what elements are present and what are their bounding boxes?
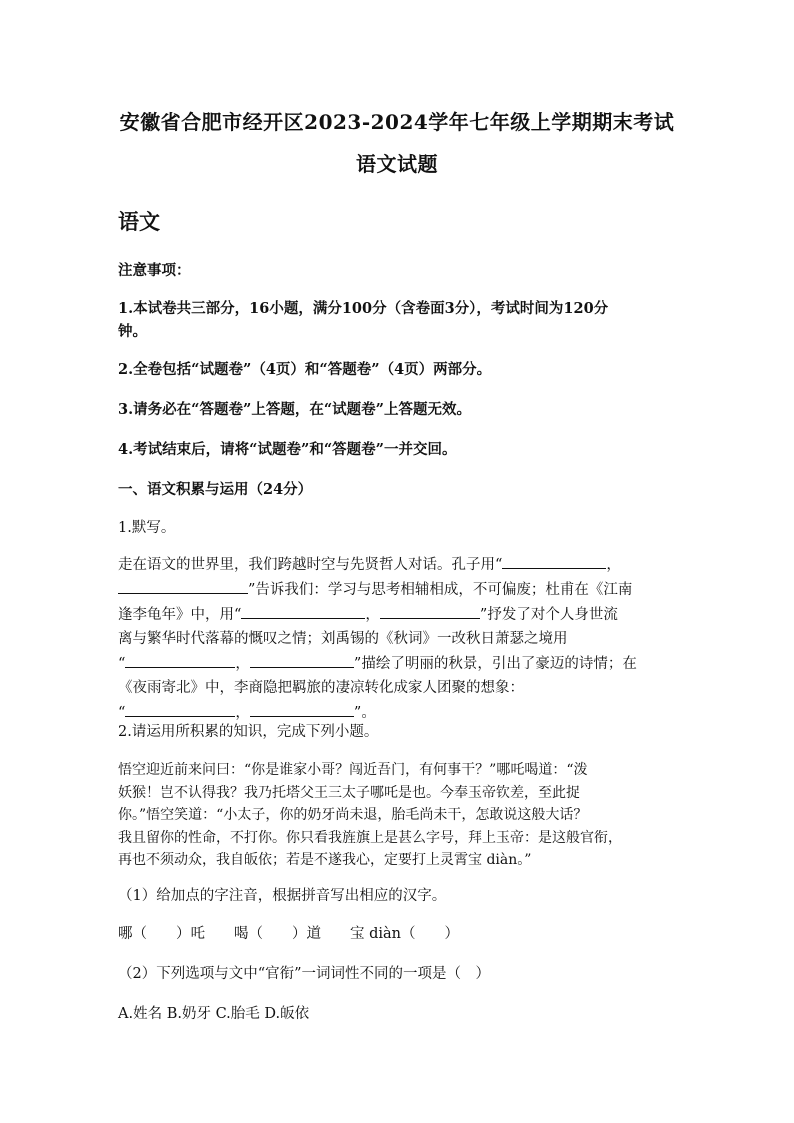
exam-title-line2: 语文试题	[356, 152, 438, 176]
answer-blank[interactable]	[118, 577, 248, 594]
q2-sub1: （1）给加点的字注音，根据拼音写出相应的汉字。	[118, 888, 447, 904]
q1-text: ，	[365, 607, 380, 623]
answer-blank[interactable]	[241, 602, 365, 619]
quote-line: 再也不须动众，我自皈依；若是不遂我心，定要打上灵霄宝 diàn。”	[118, 852, 532, 868]
answer-blank[interactable]	[502, 552, 606, 569]
q1-text: ，	[606, 557, 621, 573]
q1-text: ，	[235, 656, 250, 672]
answer-blank[interactable]	[250, 700, 354, 717]
q1-text: ”抒发了对个人身世流	[479, 607, 618, 623]
notes-item-4: 4.考试结束后，请将“试题卷”和“答题卷”一并交回。	[118, 441, 457, 458]
q2-sub2-options: A.姓名 B.奶牙 C.胎毛 D.皈依	[118, 1006, 310, 1022]
part1-heading: 一、语文积累与运用（24分）	[118, 481, 313, 498]
q1-text: 《夜雨寄北》中，李商隐把羁旅的凄凉转化成家人团聚的想象：	[118, 680, 524, 696]
q1-text: “	[118, 705, 126, 721]
notes-heading: 注意事项：	[118, 262, 191, 279]
quote-line: 你。”悟空笑道：“小太子，你的奶牙尚未退，胎毛尚未干，怎敢说这般大话？	[118, 807, 588, 823]
q1-text: ，	[235, 705, 250, 721]
notes-item-2: 2.全卷包括“试题卷”（4页）和“答题卷”（4页）两部分。	[118, 361, 492, 378]
q1-passage	[118, 552, 678, 725]
exam-title-line1: 安徽省合肥市经开区2023-2024学年七年级上学期期末考试	[119, 110, 675, 134]
notes-item-1a: 1.本试卷共三部分，16小题，满分100分（含卷面3分），考试时间为120分	[118, 300, 609, 317]
q1-text: 走在语文的世界里，我们跨越时空与先贤哲人对话。孔子用“	[118, 557, 503, 573]
answer-blank[interactable]	[125, 651, 235, 668]
q2-quote	[118, 759, 678, 872]
q1-text: ”告诉我们：学习与思考相辅相成，不可偏废；杜甫在《江南	[248, 582, 633, 598]
q1-text: 离与繁华时代落幕的慨叹之情；刘禹锡的《秋词》一改秋日萧瑟之境用	[118, 631, 568, 647]
q2-sub2: （2）下列选项与文中“官衔”一词词性不同的一项是（ ）	[118, 966, 491, 982]
answer-blank[interactable]	[125, 700, 235, 717]
q1-text: “	[118, 656, 126, 672]
answer-blank[interactable]	[250, 651, 354, 668]
q1-label: 1.默写。	[118, 520, 176, 536]
q1-text: ”。	[353, 705, 376, 721]
quote-line: 妖猴！岂不认得我？我乃托塔父王三太子哪吒是也。今奉玉帝钦差，至此捉	[118, 784, 580, 801]
notes-item-3: 3.请务必在“答题卷”上答题，在“试题卷”上答题无效。	[118, 401, 471, 418]
section-heading: 语文	[118, 209, 160, 234]
quote-line: 我且留你的性命，不打你。你只看我旌旗上是甚么字号，拜上玉帝：是这般官衔，	[118, 829, 622, 846]
quote-line: 悟空迎近前来问曰：“你是谁家小哥？闯近吾门，有何事干？”哪吒喝道：“泼	[118, 762, 588, 778]
notes-item-1b: 钟。	[118, 323, 147, 340]
q1-text: ”描绘了明丽的秋景，引出了豪迈的诗情；在	[353, 656, 637, 672]
q2-sub1-items: 哪（ ）吒 喝（ ）道 宝 diàn（ ）	[118, 926, 460, 942]
q1-text: 逢李龟年》中，用“	[118, 607, 242, 623]
answer-blank[interactable]	[380, 602, 480, 619]
q2-label: 2.请运用所积累的知识，完成下列小题。	[118, 724, 379, 740]
